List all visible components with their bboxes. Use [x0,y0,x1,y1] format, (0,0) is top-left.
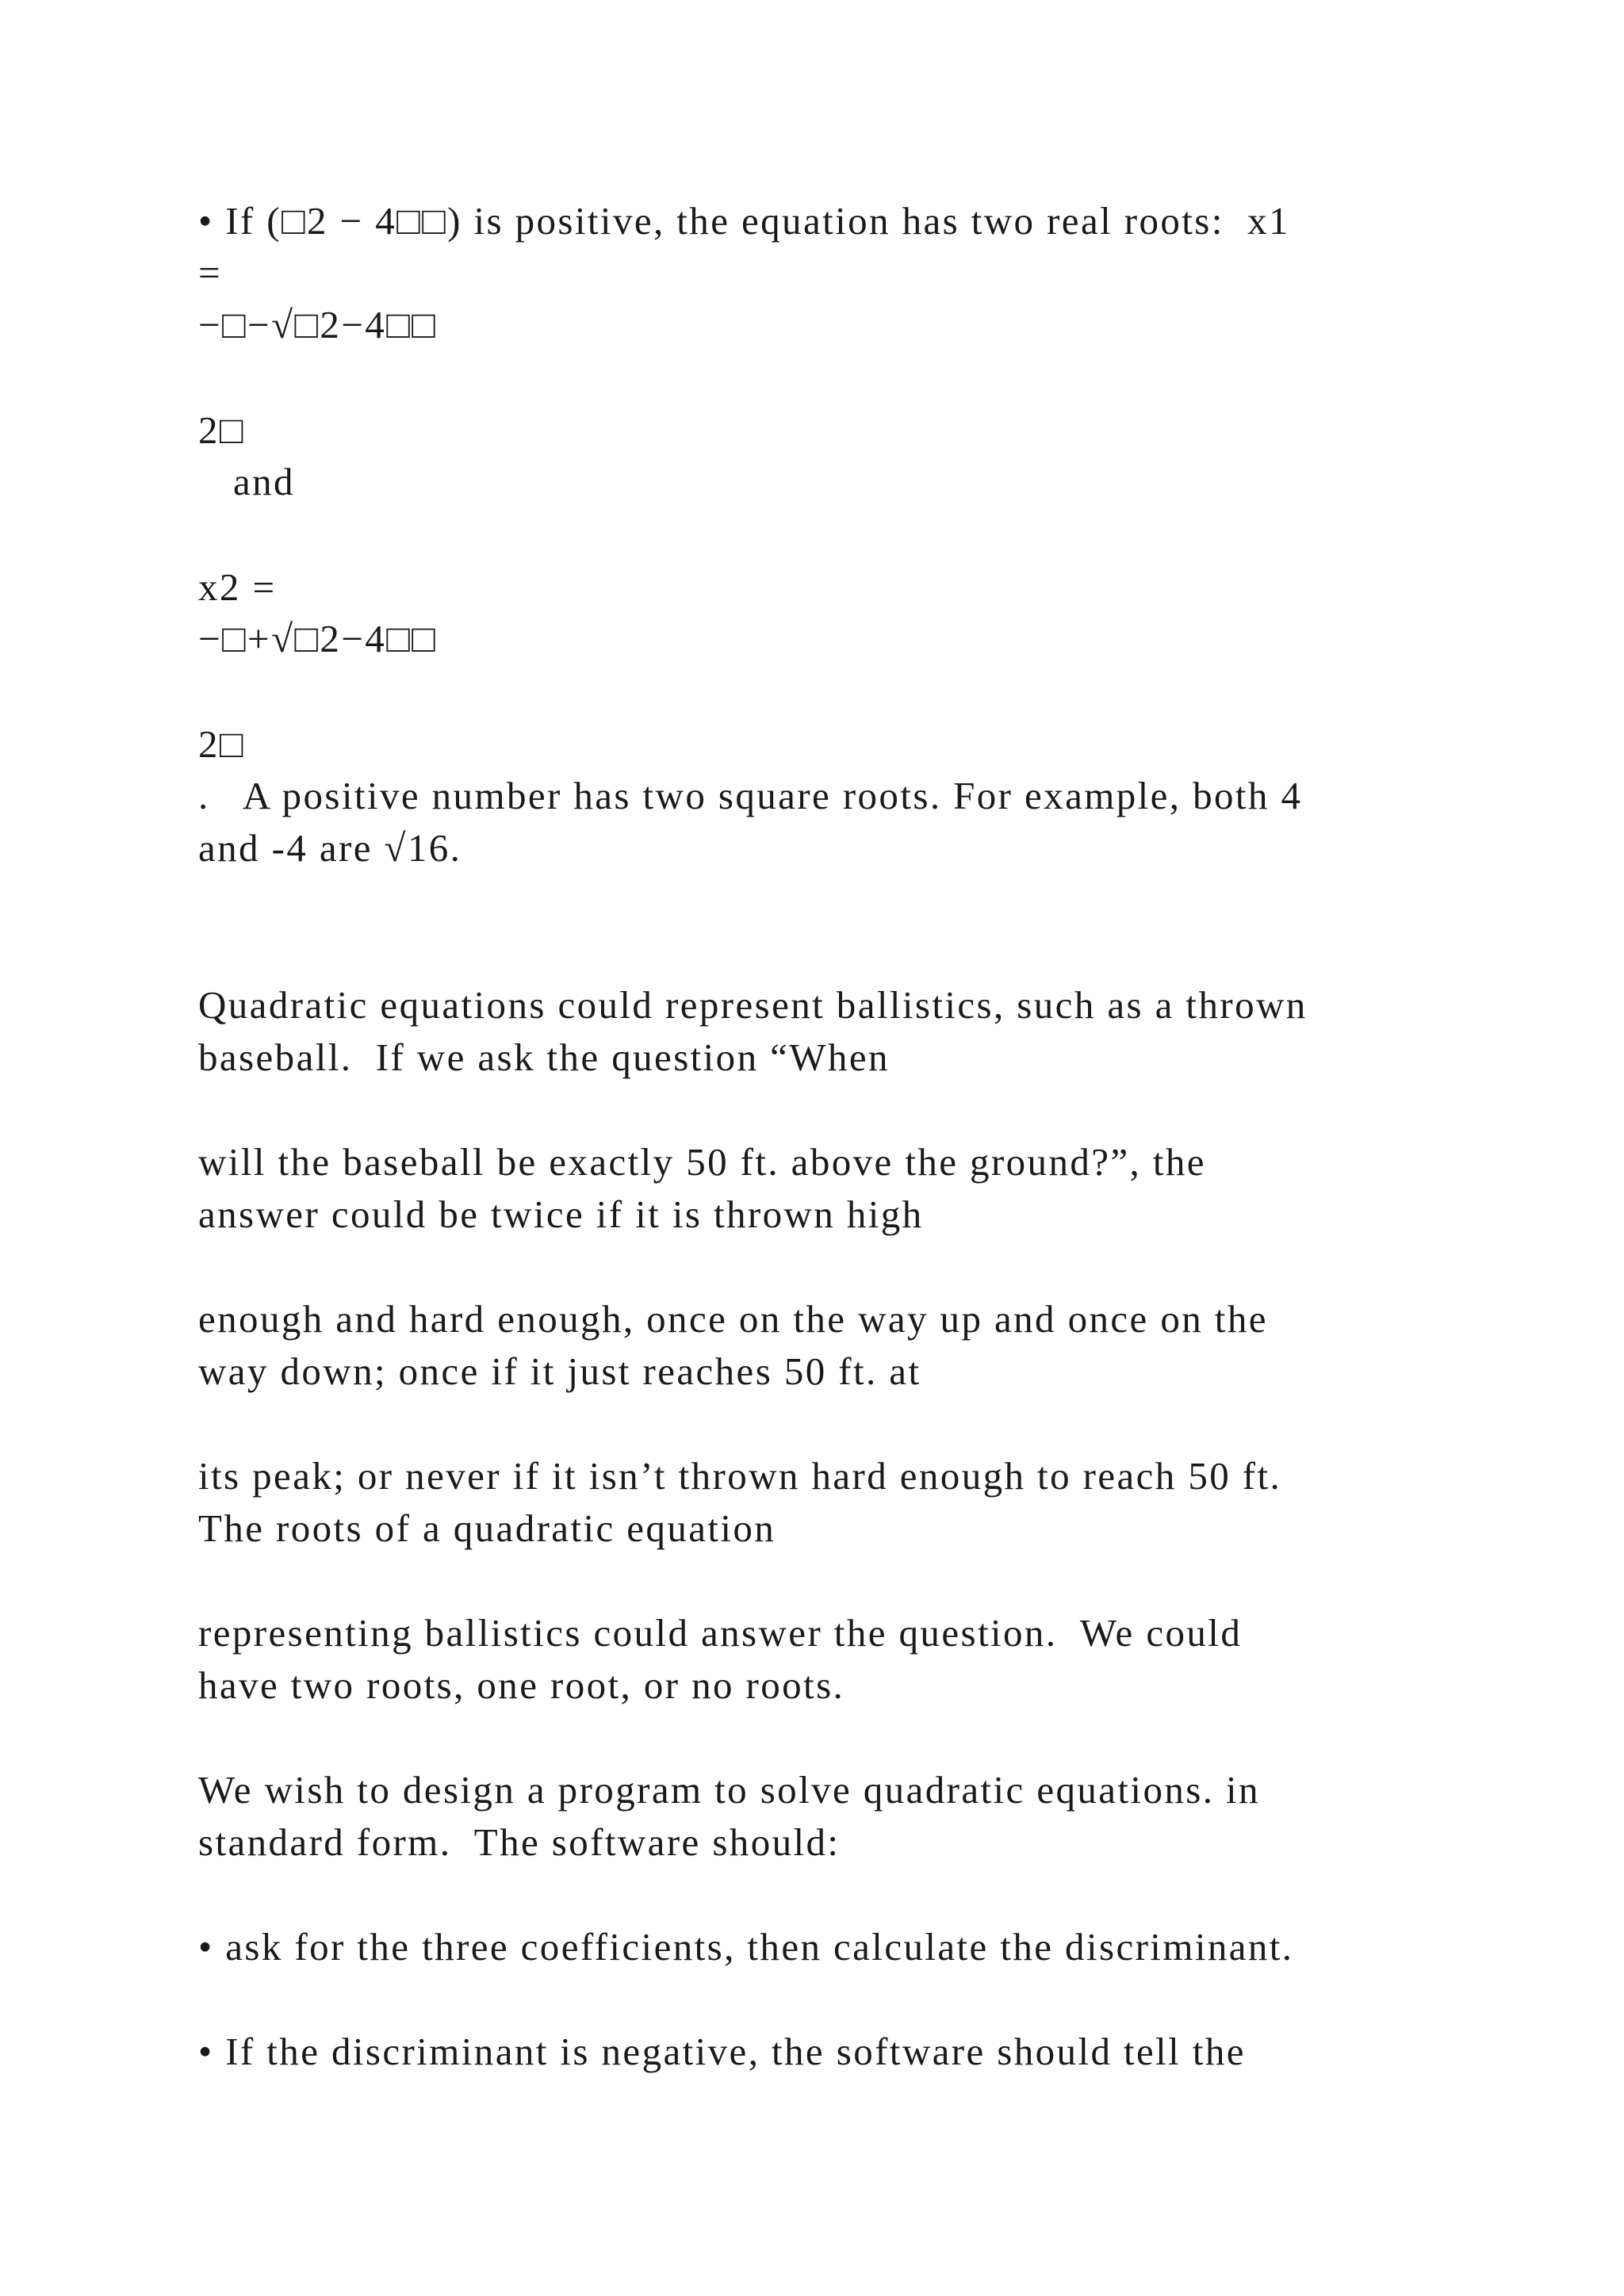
text-line: enough and hard enough, once on the way up and once on the [198,1297,1268,1341]
text-line: and -4 are √16. [198,826,462,870]
text-line: = [198,251,223,294]
text-line: 2□ [198,722,245,766]
text-line: its peak; or never if it isn’t thrown hard enough to reach 50 ft. [198,1454,1282,1498]
text-line: way down; once if it just reaches 50 ft. at [198,1349,921,1393]
text-line: representing ballistics could answer the question. We could [198,1611,1243,1655]
text-line: standard form. The software should: [198,1820,841,1864]
text-line: • If the discriminant is negative, the software should tell the [198,2030,1246,2073]
text-line: Quadratic equations could represent ballistics, such as a thrown [198,983,1308,1027]
text-line: x2 = [198,565,277,609]
text-line: have two roots, one root, or no roots. [198,1663,845,1707]
text-line: • If (□2 − 4□□) is positive, the equation has two real roots: x1 [198,199,1290,243]
text-line: answer could be twice if it is thrown high [198,1192,924,1236]
text-line: baseball. If we ask the question “When [198,1035,890,1079]
text-line: −□−√□2−4□□ [198,303,438,346]
text-line: • ask for the three coefficients, then calculate the discriminant. [198,1925,1294,1969]
text-line: The roots of a quadratic equation [198,1506,776,1550]
text-line: . A positive number has two square roots. For example, both 4 [198,774,1303,817]
text-line: will the baseball be exactly 50 ft. above the ground?”, the [198,1140,1206,1184]
text-line: and [198,460,295,503]
text-line: 2□ [198,408,245,452]
text-line: −□+√□2−4□□ [198,617,438,660]
text-line: We wish to design a program to solve quadratic equations. in [198,1768,1260,1812]
